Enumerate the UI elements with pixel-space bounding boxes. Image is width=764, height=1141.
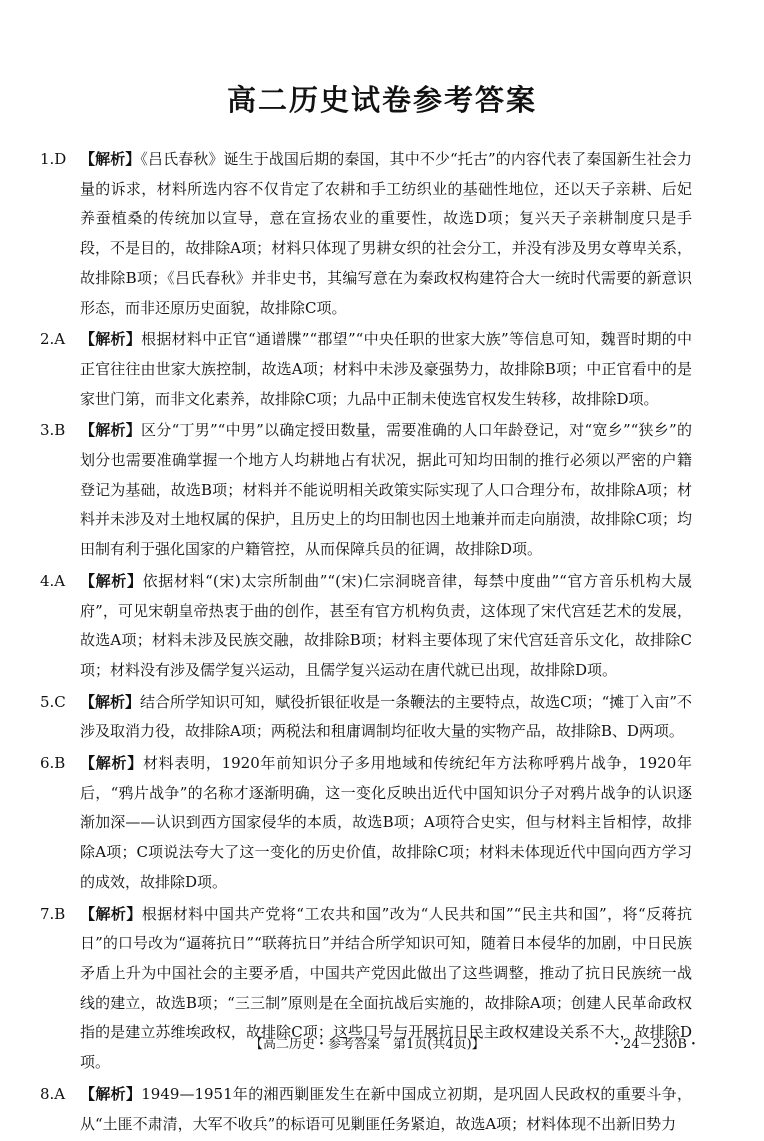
answer-list [40, 145, 692, 1141]
answer-text: 1949—1951年的湘西剿匪发生在新中国成立初期，是巩固人民政权的重要斗争，从“土匪不肃清，大军不收兵”的标语可见剿匪任务紧迫，故选A项；材料体现不出新旧势力 [80, 1084, 692, 1133]
analysis-tag: 【解析】 [80, 904, 142, 923]
answer-text: 依据材料“(宋)太宗所制曲”“(宋)仁宗洞晓音律，每禁中度曲”“官方音乐机构大晟府”，可见宋朝皇帝热衷于曲的创作，甚至有官方机构负责，这体现了宋代宫廷艺术的发展，故选A项；材料未涉及民族交融，故排除B项；材料主要体现了宋代宫廷音乐文化，故排除C项；材料没有涉及儒学复兴运动，且儒学复兴运动在唐代就已出现，故排除D项。 [80, 571, 692, 679]
answer-item-3 [40, 416, 692, 565]
page-title: 高二历史试卷参考答案 [226, 83, 537, 117]
analysis-tag: 【解析】 [80, 1084, 142, 1103]
answer-number: 8.A [40, 1084, 66, 1103]
answer-number: 6.B [40, 754, 66, 773]
answer-item-5 [40, 688, 692, 747]
answer-text: 材料表明，1920年前知识分子多用地域和传统纪年方法称呼鸦片战争，1920年后，“鸦片战争”的名称才逐渐明确，这一变化反映出近代中国知识分子对鸦片战争的认识逐渐加深——认识到西方国家侵华的本质，故选B项；A项符合史实，但与材料主旨相悖，故排除A项；C项说法夸大了这一变化的历史价值，故排除C项；材料未体现近代中国向西方学习的成效，故排除D项。 [80, 754, 692, 891]
answer-text: 《吕氏春秋》诞生于战国后期的秦国，其中不少“托古”的内容代表了秦国新生社会力量的诉求，材料所选内容不仅肯定了农耕和手工纺织业的基础性地位，还以天子亲耕、后妃养蚕植桑的传统加以宣导，意在宣扬农业的重要性，故选D项；复兴天子亲耕制度只是手段，不是目的，故排除A项；材料只体现了男耕女织的社会分工，并没有涉及男女尊卑关系，故排除B项；《吕氏春秋》并非史书，其编写意在为秦政权构建符合大一统时代需要的新意识形态，而非还原历史面貌，故排除C项。 [80, 150, 692, 317]
answer-number: 1.D [40, 150, 67, 168]
answer-number: 7.B [40, 904, 66, 923]
answer-text: 区分“丁男”“中男”以确定授田数量，需要准确的人口年龄登记，对“宽乡”“狭乡”的划分也需要准确掌握一个地方人均耕地占有状况，据此可知均田制的推行必须以严密的户籍登记为基础，故选B项；材料并不能说明相关政策实际实现了人口合理分布，故排除A项；材料并未涉及对土地权属的保护，且历史上的均田制也因土地兼并而走向崩溃，故排除C项；均田制有利于强化国家的户籍管控，从而保障兵员的征调，故排除D项。 [80, 421, 692, 559]
answer-item-2 [40, 325, 692, 414]
analysis-tag: 【解析】 [80, 571, 143, 590]
analysis-tag: 【解析】 [80, 150, 141, 168]
analysis-tag: 【解析】 [80, 692, 141, 711]
answer-item-1 [40, 145, 692, 323]
answer-number: 3.B [40, 421, 66, 440]
answer-item-8 [40, 1080, 692, 1139]
footer-code: ・24－230B・ [610, 1037, 700, 1052]
answer-number: 5.C [40, 692, 66, 711]
answer-item-6 [40, 749, 692, 898]
answer-text: 根据材料中正官“通谱牒”“郡望”“中央任职的世家大族”等信息可知，魏晋时期的中正官往往由世家大族控制，故选A项；材料中未涉及豪强势力，故排除B项；中正官看中的是家世门第，而非文化素养，故排除C项；九品中正制未使选官权发生转移，故排除D项。 [80, 330, 692, 408]
answer-text: 结合所学知识可知，赋役折银征收是一条鞭法的主要特点，故选C项；“摊丁入亩”不涉及取消力役，故排除A项；两税法和租庸调制均征收大量的实物产品，故排除B、D两项。 [80, 692, 692, 741]
answer-text: 根据材料中国共产党将“工农共和国”改为“人民共和国”“民主共和国”，将“反蒋抗日”的口号改为“逼蒋抗日”“联蒋抗日”并结合所学知识可知，随着日本侵华的加剧，中日民族矛盾上升为中国社会的主要矛盾，中国共产党因此做出了这些调整，推动了抗日民族统一战线的建立，故选B项；“三三制”原则是在全面抗战后实施的，故排除A项；创建人民革命政权指的是建立苏维埃政权，故排除C项；这些口号与开展抗日民主政权建设关系不大，故排除D项。 [80, 904, 692, 1072]
analysis-tag: 【解析】 [80, 754, 143, 773]
answer-number: 2.A [40, 330, 66, 349]
analysis-tag: 【解析】 [80, 421, 142, 440]
answer-item-4 [40, 567, 692, 686]
answer-number: 4.A [40, 571, 66, 590]
footer-page-info: 【高二历史・参考答案 第1页(共4页)】 [250, 1037, 485, 1052]
analysis-tag: 【解析】 [80, 330, 142, 349]
